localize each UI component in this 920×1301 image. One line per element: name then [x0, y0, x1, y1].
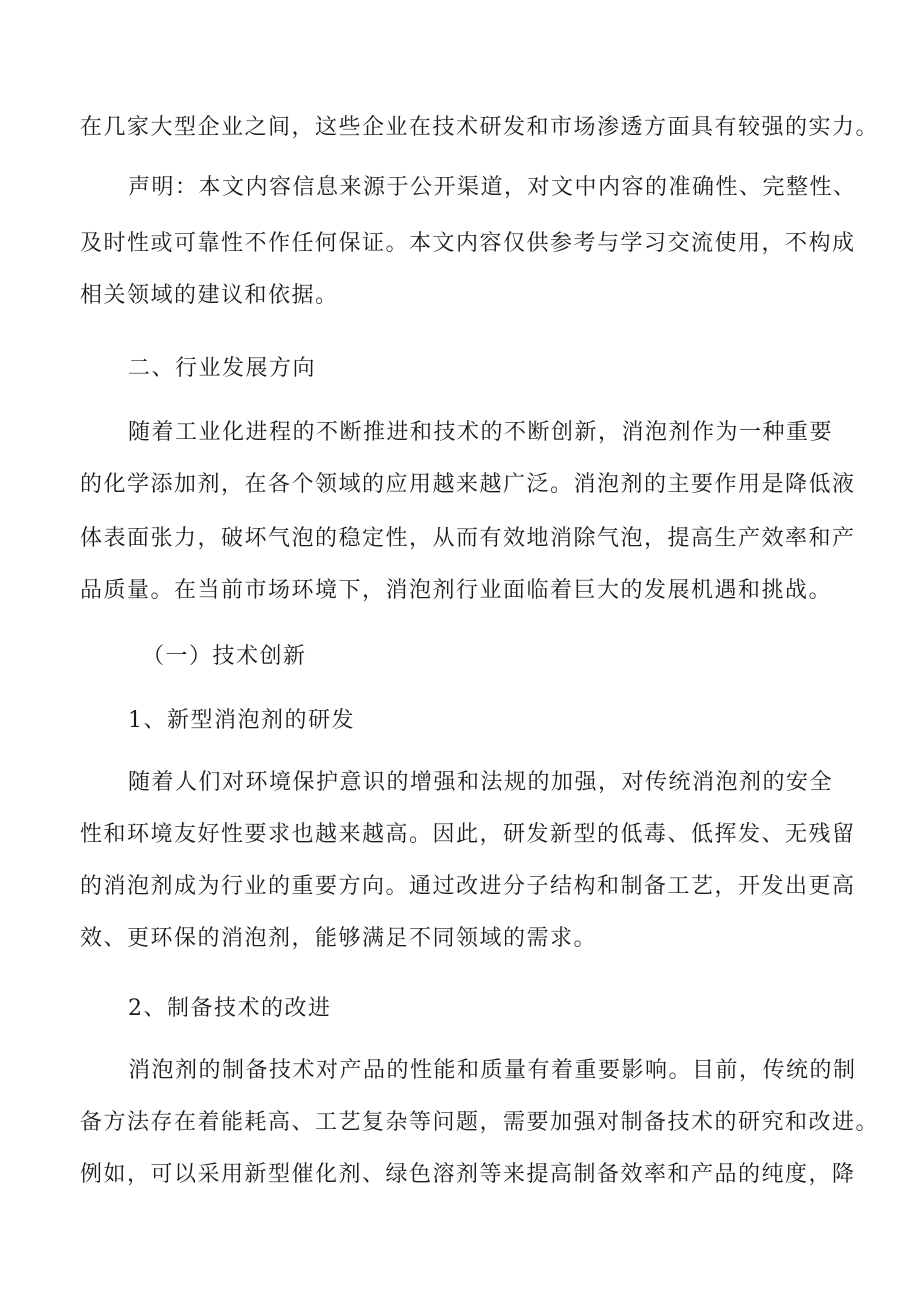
paragraph-line: 体表面张力，破坏气泡的稳定性，从而有效地消除气泡，提高生产效率和产 — [80, 526, 856, 551]
paragraph-line: 声明：本文内容信息来源于公开渠道，对文中内容的准确性、完整性、 — [128, 175, 857, 200]
section-heading: 二、行业发展方向 — [128, 356, 317, 381]
paragraph-line: 备方法存在着能耗高、工艺复杂等问题，需要加强对制备技术的研究和改进。 — [80, 1110, 880, 1135]
paragraph-line: 在几家大型企业之间，这些企业在技术研发和市场渗透方面具有较强的实力。 — [80, 115, 880, 140]
paragraph-line: 随着人们对环境保护意识的增强和法规的加强，对传统消泡剂的安全 — [128, 770, 834, 795]
paragraph-line: 相关领域的建议和依据。 — [80, 283, 339, 308]
subsection-heading: （一）技术创新 — [142, 644, 307, 669]
paragraph-line: 品质量。在当前市场环境下，消泡剂行业面临着巨大的发展机遇和挑战。 — [80, 578, 833, 603]
item-heading: 1、新型消泡剂的研发 — [128, 708, 355, 733]
paragraph-line: 消泡剂的制备技术对产品的性能和质量有着重要影响。目前，传统的制 — [128, 1058, 857, 1083]
paragraph-line: 例如，可以采用新型催化剂、绿色溶剂等来提高制备效率和产品的纯度，降 — [80, 1162, 856, 1187]
paragraph-line: 的消泡剂成为行业的重要方向。通过改进分子结构和制备工艺，开发出更高 — [80, 874, 856, 899]
paragraph-line: 及时性或可靠性不作任何保证。本文内容仅供参考与学习交流使用，不构成 — [80, 231, 856, 256]
item-heading: 2、制备技术的改进 — [128, 996, 332, 1021]
paragraph-line: 性和环境友好性要求也越来越高。因此，研发新型的低毒、低挥发、无残留 — [80, 822, 856, 847]
paragraph-line: 的化学添加剂，在各个领域的应用越来越广泛。消泡剂的主要作用是降低液 — [80, 472, 856, 497]
paragraph-line: 随着工业化进程的不断推进和技术的不断创新，消泡剂作为一种重要 — [128, 420, 834, 445]
paragraph-line: 效、更环保的消泡剂，能够满足不同领域的需求。 — [80, 926, 598, 951]
